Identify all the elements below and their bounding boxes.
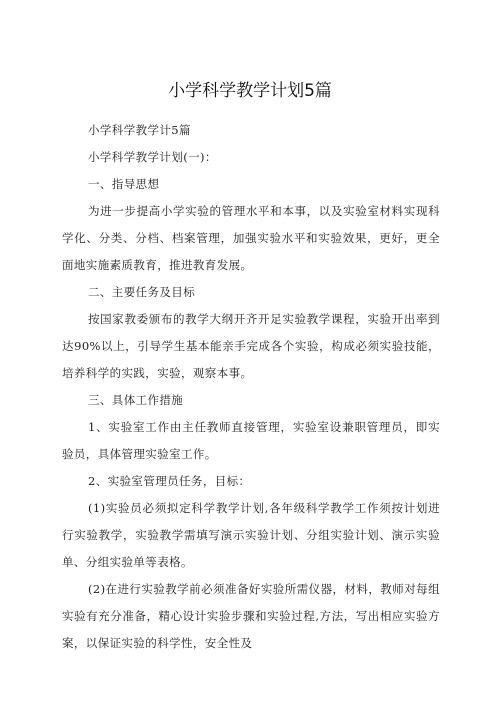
paragraph: (1)实验员必须拟定科学教学计划,各年级科学教学工作须按计划进行实验教学，实验教学需填写演示实验计划、分组实验计划、演示实验单、分组实验单等表格。 [62,501,440,570]
paragraph: 2、实验室管理员任务，目标： [88,474,251,488]
paragraph: 按国家教委颁布的教学大纲开齐开足实验教学课程，实验开出率到达90%以上，引导学生基本能亲手完成各个实验，构成必须实验技能，培养科学的实践，实验，观察本事。 [62,312,440,381]
paragraph: (2)在进行实验教学前必须准备好实验所需仪器，材料，教师对每组实验有充分准备，精心设计实验步骤和实验过程,方法，写出相应实验方案，以保证实验的科学性，安全性及 [62,582,440,651]
document-title: 小学科学教学计划5篇 [168,81,332,101]
section-heading: 二、主要任务及目标 [88,285,196,299]
paragraph: 小学科学教学计5篇 [88,123,191,137]
section-heading: 一、指导思想 [88,177,160,191]
paragraph: 1、实验室工作由主任教师直接管理，实验室设兼职管理员，即实验员，具体管理实验室工作。 [62,420,440,462]
paragraph: 小学科学教学计划(一)： [88,150,217,164]
section-heading: 三、具体工作措施 [88,393,184,407]
paragraph: 为进一步提高小学实验的管理水平和本事，以及实验室材料实现科学化、分类、分档、档案管理，加强实验水平和实验效果，更好，更全面地实施素质教育，推进教育发展。 [62,204,440,273]
